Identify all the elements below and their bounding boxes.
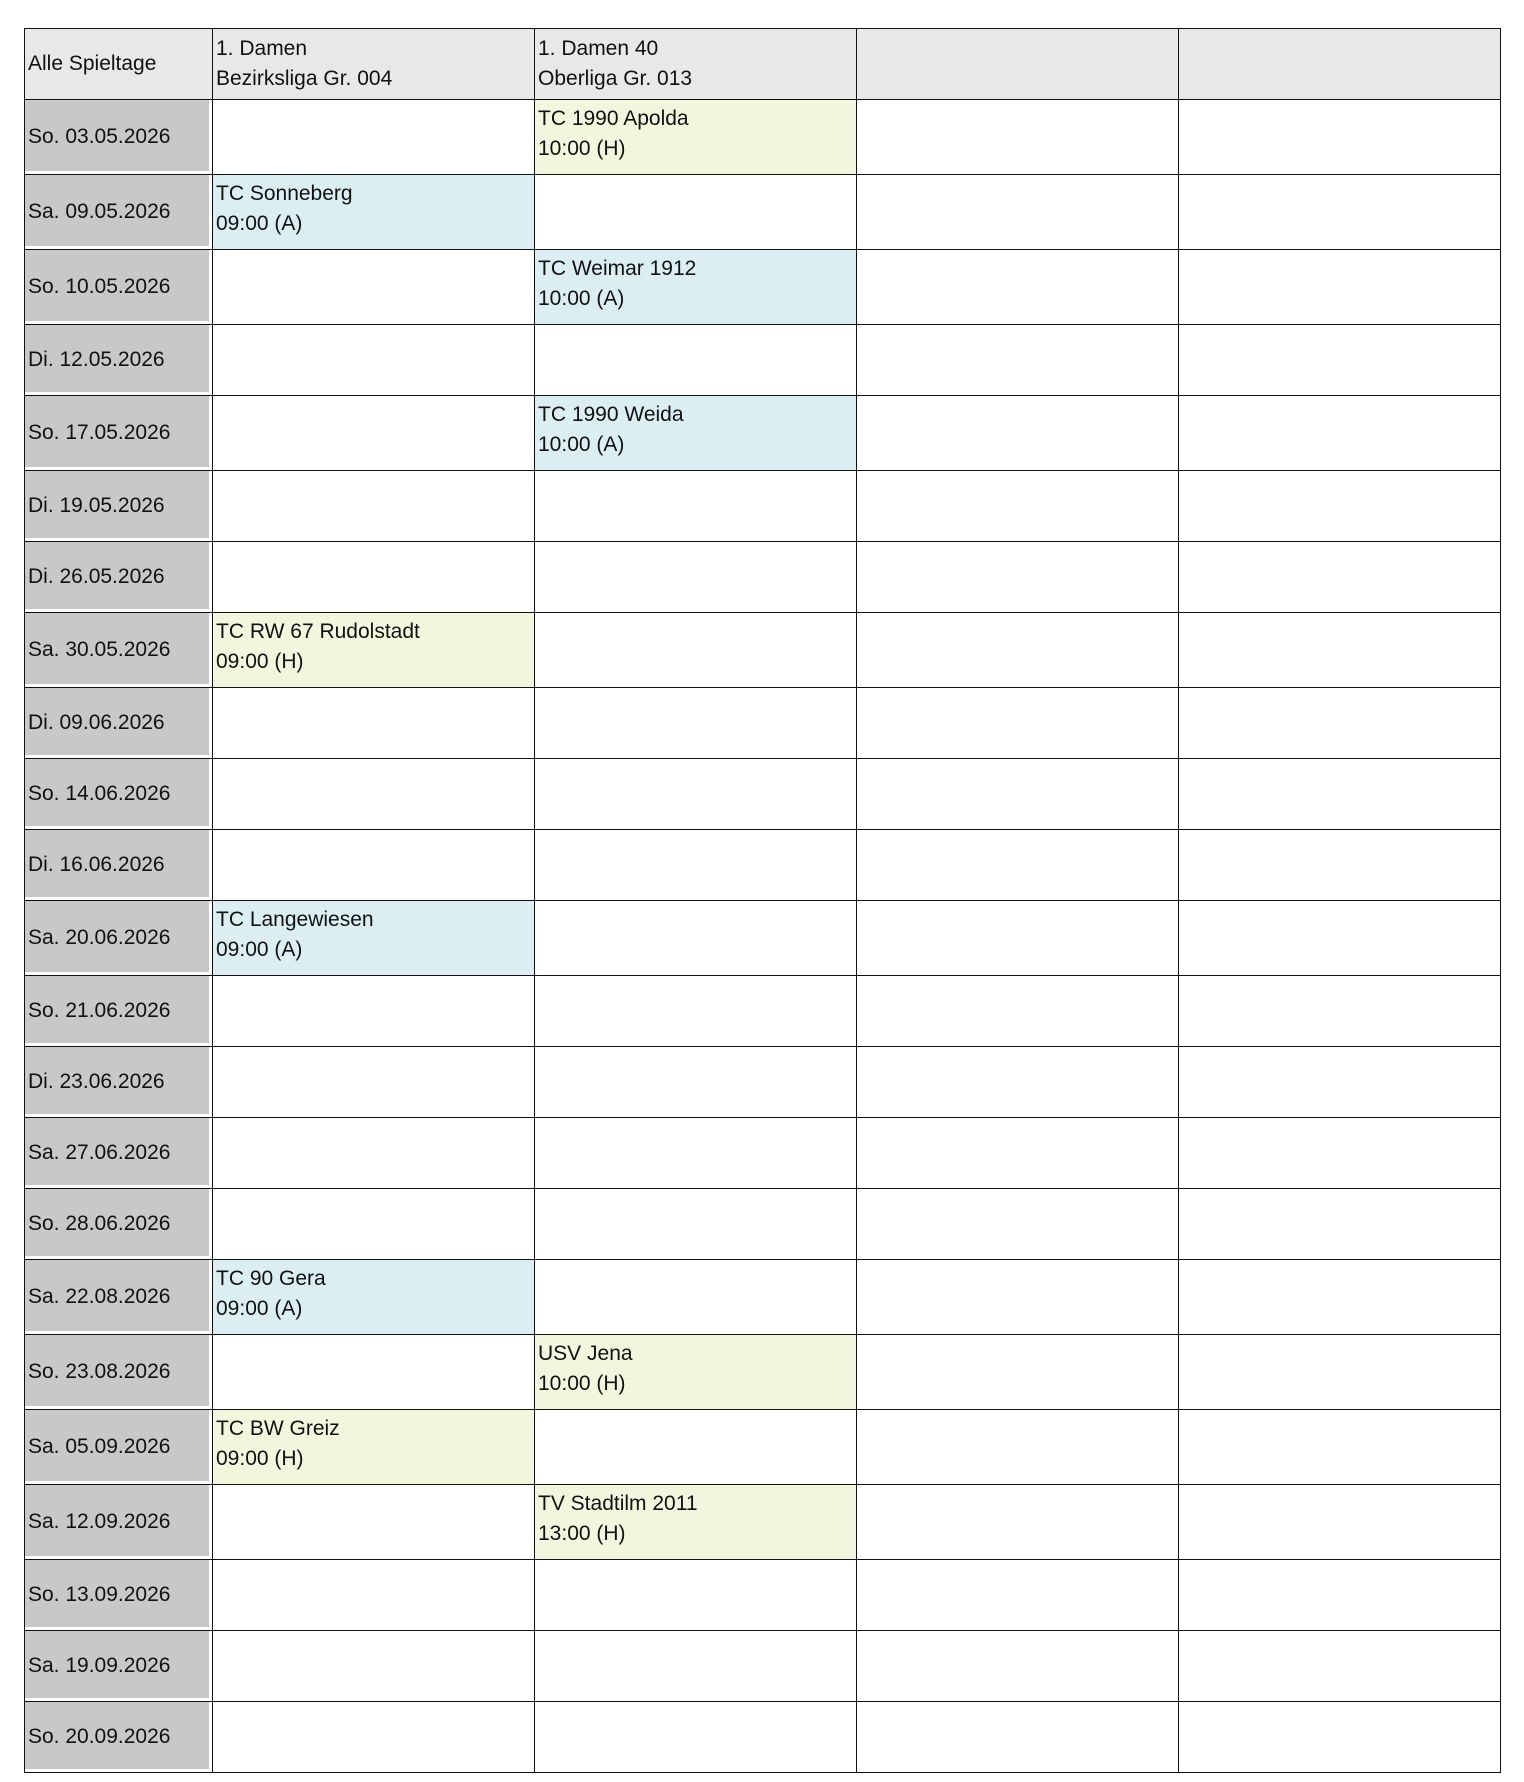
table-row xyxy=(25,613,1501,688)
empty-cell xyxy=(1179,396,1501,471)
empty-cell xyxy=(1179,542,1501,613)
empty-cell xyxy=(1179,613,1501,688)
empty-cell xyxy=(213,759,535,830)
table-row xyxy=(25,1118,1501,1189)
match-cell xyxy=(213,1410,535,1485)
table-row xyxy=(25,1485,1501,1560)
column-header-damen xyxy=(213,29,535,100)
column-header-line2: Oberliga Gr. 013 xyxy=(538,67,693,90)
schedule-table xyxy=(24,28,1501,1773)
empty-cell xyxy=(535,976,857,1047)
table-row xyxy=(25,325,1501,396)
empty-cell xyxy=(213,1702,535,1773)
empty-cell xyxy=(535,1560,857,1631)
match-time: 10:00 (H) xyxy=(538,137,626,160)
date-cell: So. 03.05.2026 xyxy=(25,100,213,175)
empty-cell xyxy=(213,688,535,759)
table-row xyxy=(25,396,1501,471)
opponent-name: TC Langewiesen xyxy=(216,908,374,931)
date-cell: Di. 26.05.2026 xyxy=(25,542,213,613)
opponent-name: TC BW Greiz xyxy=(216,1417,340,1440)
schedule-sheet xyxy=(24,28,1501,1773)
empty-cell xyxy=(1179,325,1501,396)
empty-cell xyxy=(1179,1631,1501,1702)
date-cell: Di. 09.06.2026 xyxy=(25,688,213,759)
table-row xyxy=(25,976,1501,1047)
empty-cell xyxy=(857,325,1179,396)
table-row xyxy=(25,1702,1501,1773)
empty-cell xyxy=(535,1410,857,1485)
empty-cell xyxy=(1179,1189,1501,1260)
match-cell xyxy=(535,396,857,471)
empty-cell xyxy=(1179,1260,1501,1335)
table-row xyxy=(25,1260,1501,1335)
empty-cell xyxy=(857,1260,1179,1335)
date-cell: So. 20.09.2026 xyxy=(25,1702,213,1773)
corner-label: Alle Spieltage xyxy=(28,52,157,75)
empty-cell xyxy=(1179,1047,1501,1118)
table-row xyxy=(25,471,1501,542)
empty-cell xyxy=(213,396,535,471)
table-row xyxy=(25,830,1501,901)
empty-cell xyxy=(1179,1702,1501,1773)
empty-cell xyxy=(213,976,535,1047)
empty-cell xyxy=(535,542,857,613)
match-time: 13:00 (H) xyxy=(538,1522,626,1545)
match-time: 09:00 (A) xyxy=(216,1297,303,1320)
date-cell: Sa. 27.06.2026 xyxy=(25,1118,213,1189)
empty-cell xyxy=(1179,250,1501,325)
table-row xyxy=(25,542,1501,613)
column-header-empty-4 xyxy=(1179,29,1501,100)
empty-cell xyxy=(857,901,1179,976)
date-cell: Di. 23.06.2026 xyxy=(25,1047,213,1118)
empty-cell xyxy=(1179,830,1501,901)
empty-cell xyxy=(535,1702,857,1773)
opponent-name: TC 90 Gera xyxy=(216,1267,326,1290)
empty-cell xyxy=(213,1189,535,1260)
empty-cell xyxy=(1179,1410,1501,1485)
empty-cell xyxy=(857,175,1179,250)
opponent-name: TC 1990 Weida xyxy=(538,403,684,426)
match-time: 10:00 (H) xyxy=(538,1372,626,1395)
date-cell: Sa. 09.05.2026 xyxy=(25,175,213,250)
empty-cell xyxy=(857,1702,1179,1773)
opponent-name: USV Jena xyxy=(538,1342,633,1365)
empty-cell xyxy=(857,250,1179,325)
date-cell: Di. 19.05.2026 xyxy=(25,471,213,542)
match-time: 10:00 (A) xyxy=(538,287,625,310)
opponent-name: TC Weimar 1912 xyxy=(538,257,697,280)
match-time: 09:00 (H) xyxy=(216,1447,304,1470)
match-cell xyxy=(535,250,857,325)
header-row xyxy=(25,29,1501,100)
empty-cell xyxy=(213,1631,535,1702)
empty-cell xyxy=(535,759,857,830)
empty-cell xyxy=(1179,976,1501,1047)
empty-cell xyxy=(857,1410,1179,1485)
empty-cell xyxy=(857,1485,1179,1560)
opponent-name: TC RW 67 Rudolstadt xyxy=(216,620,420,643)
empty-cell xyxy=(213,100,535,175)
empty-cell xyxy=(535,1260,857,1335)
date-cell: Sa. 12.09.2026 xyxy=(25,1485,213,1560)
date-cell: So. 10.05.2026 xyxy=(25,250,213,325)
table-row xyxy=(25,250,1501,325)
date-cell: Di. 16.06.2026 xyxy=(25,830,213,901)
empty-cell xyxy=(535,1631,857,1702)
match-cell xyxy=(213,901,535,976)
empty-cell xyxy=(1179,759,1501,830)
empty-cell xyxy=(535,688,857,759)
empty-cell xyxy=(857,542,1179,613)
table-row xyxy=(25,759,1501,830)
match-cell xyxy=(535,100,857,175)
column-header-empty-3 xyxy=(857,29,1179,100)
empty-cell xyxy=(1179,100,1501,175)
empty-cell xyxy=(1179,471,1501,542)
empty-cell xyxy=(1179,175,1501,250)
empty-cell xyxy=(213,1047,535,1118)
opponent-name: TC Sonneberg xyxy=(216,182,353,205)
column-header-line1: 1. Damen 40 xyxy=(538,37,659,60)
empty-cell xyxy=(535,1047,857,1118)
empty-cell xyxy=(213,1560,535,1631)
empty-cell xyxy=(535,901,857,976)
opponent-name: TC 1990 Apolda xyxy=(538,107,689,130)
empty-cell xyxy=(857,1047,1179,1118)
date-cell: So. 21.06.2026 xyxy=(25,976,213,1047)
date-cell: Di. 12.05.2026 xyxy=(25,325,213,396)
empty-cell xyxy=(1179,688,1501,759)
table-row xyxy=(25,1560,1501,1631)
empty-cell xyxy=(535,175,857,250)
table-row xyxy=(25,175,1501,250)
empty-cell xyxy=(213,1485,535,1560)
date-cell: Sa. 05.09.2026 xyxy=(25,1410,213,1485)
date-cell: So. 28.06.2026 xyxy=(25,1189,213,1260)
empty-cell xyxy=(857,1631,1179,1702)
table-row xyxy=(25,1189,1501,1260)
empty-cell xyxy=(1179,1335,1501,1410)
empty-cell xyxy=(213,250,535,325)
match-time: 09:00 (A) xyxy=(216,938,303,961)
match-time: 10:00 (A) xyxy=(538,433,625,456)
date-cell: So. 17.05.2026 xyxy=(25,396,213,471)
empty-cell xyxy=(857,976,1179,1047)
empty-cell xyxy=(535,1189,857,1260)
corner-header xyxy=(25,29,213,100)
date-cell: So. 23.08.2026 xyxy=(25,1335,213,1410)
date-cell: Sa. 30.05.2026 xyxy=(25,613,213,688)
empty-cell xyxy=(535,325,857,396)
empty-cell xyxy=(1179,1485,1501,1560)
table-row xyxy=(25,1335,1501,1410)
empty-cell xyxy=(857,1118,1179,1189)
match-cell xyxy=(213,1260,535,1335)
match-cell xyxy=(213,175,535,250)
match-cell xyxy=(535,1335,857,1410)
empty-cell xyxy=(857,396,1179,471)
column-header-line1: 1. Damen xyxy=(216,37,308,60)
empty-cell xyxy=(1179,901,1501,976)
date-cell: Sa. 20.06.2026 xyxy=(25,901,213,976)
column-header-damen-40 xyxy=(535,29,857,100)
empty-cell xyxy=(857,759,1179,830)
empty-cell xyxy=(1179,1118,1501,1189)
empty-cell xyxy=(535,613,857,688)
schedule-body xyxy=(25,100,1501,1773)
date-cell: So. 13.09.2026 xyxy=(25,1560,213,1631)
match-time: 09:00 (A) xyxy=(216,212,303,235)
date-cell: Sa. 19.09.2026 xyxy=(25,1631,213,1702)
empty-cell xyxy=(857,471,1179,542)
table-row xyxy=(25,100,1501,175)
empty-cell xyxy=(857,688,1179,759)
empty-cell xyxy=(213,830,535,901)
date-cell: Sa. 22.08.2026 xyxy=(25,1260,213,1335)
table-row xyxy=(25,1631,1501,1702)
opponent-name: TV Stadtilm 2011 xyxy=(538,1492,698,1515)
match-cell xyxy=(535,1485,857,1560)
empty-cell xyxy=(857,613,1179,688)
empty-cell xyxy=(535,830,857,901)
empty-cell xyxy=(213,471,535,542)
table-row xyxy=(25,1047,1501,1118)
empty-cell xyxy=(213,542,535,613)
empty-cell xyxy=(213,1118,535,1189)
column-header-line2: Bezirksliga Gr. 004 xyxy=(216,67,393,90)
empty-cell xyxy=(857,830,1179,901)
empty-cell xyxy=(213,325,535,396)
empty-cell xyxy=(857,1189,1179,1260)
match-cell xyxy=(213,613,535,688)
empty-cell xyxy=(857,1560,1179,1631)
empty-cell xyxy=(535,471,857,542)
match-time: 09:00 (H) xyxy=(216,650,304,673)
empty-cell xyxy=(1179,1560,1501,1631)
date-cell: So. 14.06.2026 xyxy=(25,759,213,830)
empty-cell xyxy=(857,1335,1179,1410)
table-row xyxy=(25,1410,1501,1485)
table-row xyxy=(25,688,1501,759)
table-row xyxy=(25,901,1501,976)
empty-cell xyxy=(857,100,1179,175)
empty-cell xyxy=(535,1118,857,1189)
empty-cell xyxy=(213,1335,535,1410)
